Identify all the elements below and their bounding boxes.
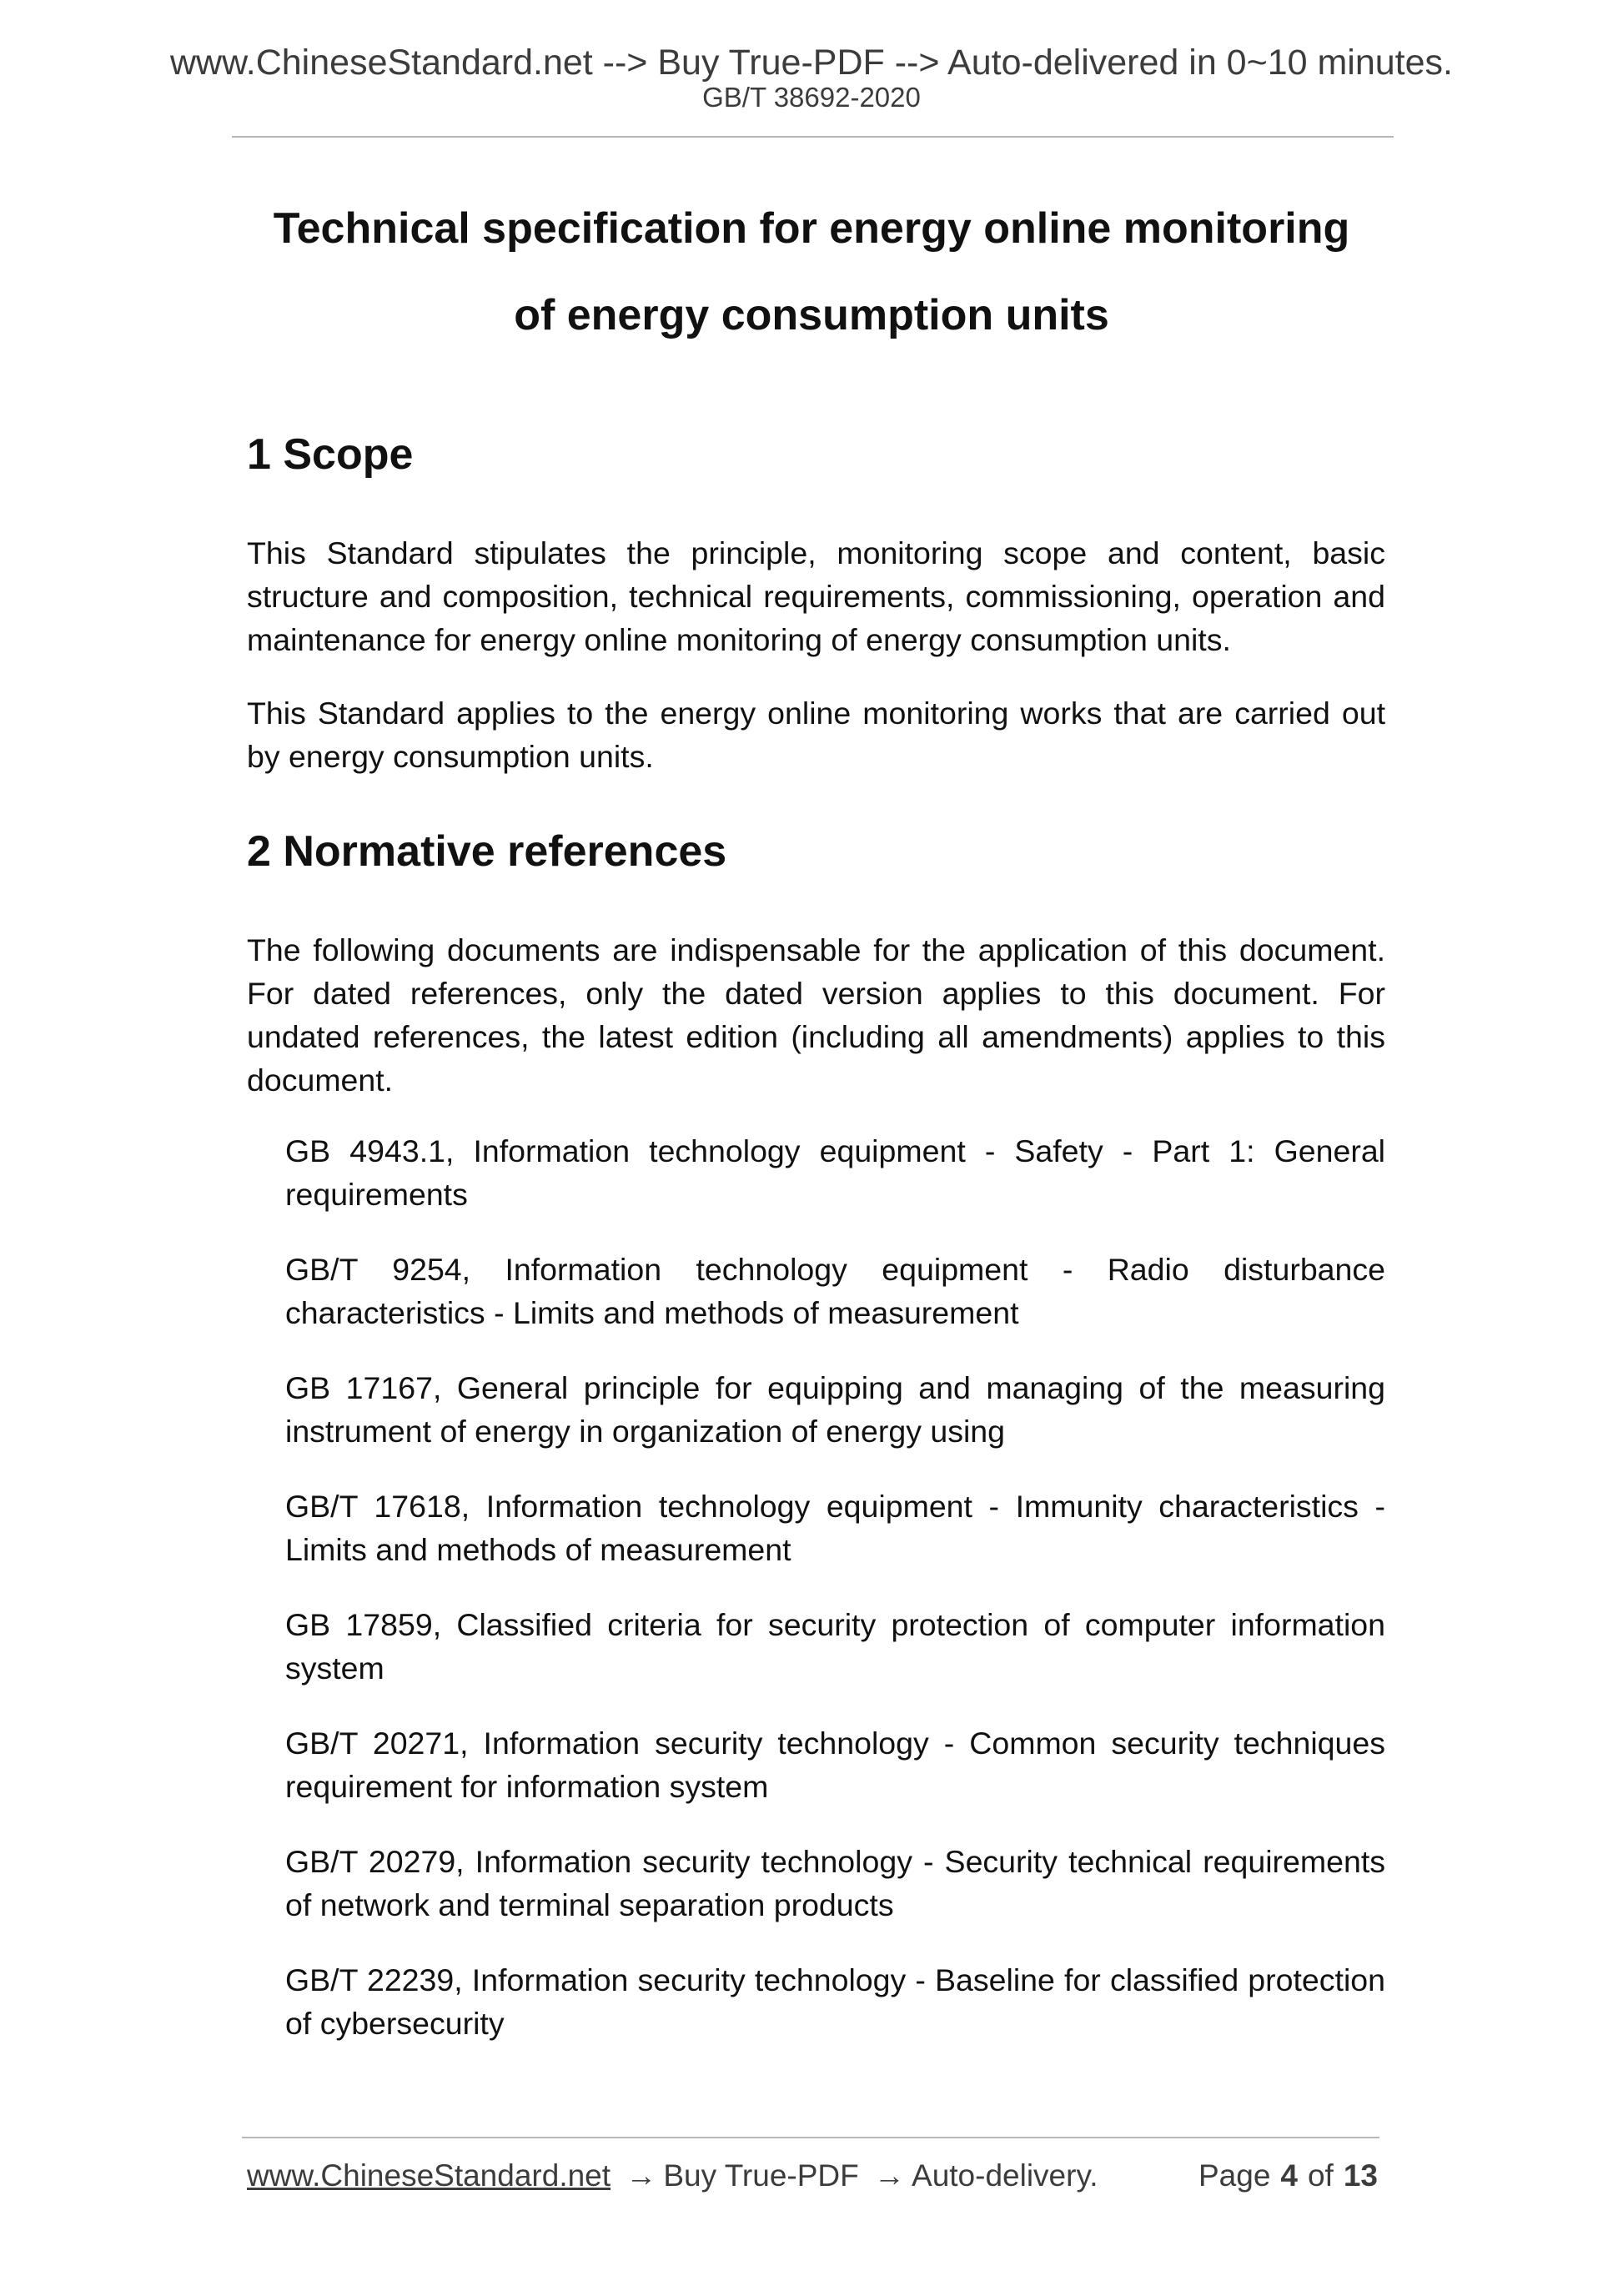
footer-buy-text: Buy True-PDF bbox=[663, 2158, 859, 2193]
standard-code: GB/T 38692-2020 bbox=[702, 82, 921, 113]
document-title-line-2: of energy consumption units bbox=[514, 291, 1109, 339]
reference-item: GB 17859, Classified criteria for security protection of computer information system bbox=[285, 1607, 1385, 1686]
reference-item: GB/T 9254, Information technology equipment - Radio disturbance characteristics - Limits and methods of measurement bbox=[285, 1252, 1385, 1330]
of-label: of bbox=[1307, 2158, 1334, 2193]
footer-website-link[interactable]: www.ChineseStandard.net bbox=[247, 2158, 611, 2193]
reference-item: GB 17167, General principle for equipping and managing of the measuring instrument of energy in organization of energy using bbox=[285, 1370, 1385, 1449]
footer-links bbox=[247, 2158, 1098, 2194]
section-heading-scope: 1 Scope bbox=[247, 430, 414, 479]
reference-item: GB 4943.1, Information technology equipment - Safety - Part 1: General requirements bbox=[285, 1133, 1385, 1212]
footer-divider bbox=[242, 2137, 1379, 2138]
page-indicator bbox=[1198, 2158, 1378, 2194]
reference-item: GB/T 17618, Information technology equipment - Immunity characteristics - Limits and methods of measurement bbox=[285, 1489, 1385, 1567]
scope-paragraph-2: This Standard applies to the energy online monitoring works that are carried out by energy consumption units. bbox=[247, 696, 1385, 774]
total-pages-number: 13 bbox=[1343, 2158, 1378, 2193]
reference-item: GB/T 22239, Information security technology - Baseline for classified protection of cybersecurity bbox=[285, 1962, 1385, 2041]
reference-item: GB/T 20279, Information security technology - Security technical requirements of network and terminal separation products bbox=[285, 1844, 1385, 1922]
scope-paragraph-1: This Standard stipulates the principle, monitoring scope and content, basic structure and composition, technical requirements, commissioning, operation and maintenance for energy online monitoring of energy consumption units. bbox=[247, 535, 1385, 657]
page-label: Page bbox=[1198, 2158, 1271, 2193]
reference-item: GB/T 20271, Information security technology - Common security techniques requirement for information system bbox=[285, 1726, 1385, 1804]
arrow-right-icon: → bbox=[626, 2158, 657, 2193]
document-title bbox=[167, 185, 1456, 359]
top-banner: www.ChineseStandard.net --> Buy True-PDF --> Auto-delivered in 0~10 minutes. bbox=[169, 43, 1453, 83]
normative-intro-paragraph: The following documents are indispensable for the application of this document. For dated references, only the dated version applies to this document. For undated references, the latest edition (including all amendments) applies to this document. bbox=[247, 932, 1385, 1098]
section-heading-normative-references: 2 Normative references bbox=[247, 827, 727, 876]
arrow-right-icon: → bbox=[874, 2158, 906, 2193]
document-title-line-1: Technical specification for energy online monitoring bbox=[273, 204, 1350, 253]
reference-list bbox=[285, 1129, 1385, 2077]
current-page-number: 4 bbox=[1280, 2158, 1298, 2193]
header-divider bbox=[232, 136, 1394, 138]
footer-delivery-text: Auto-delivery. bbox=[912, 2158, 1098, 2193]
